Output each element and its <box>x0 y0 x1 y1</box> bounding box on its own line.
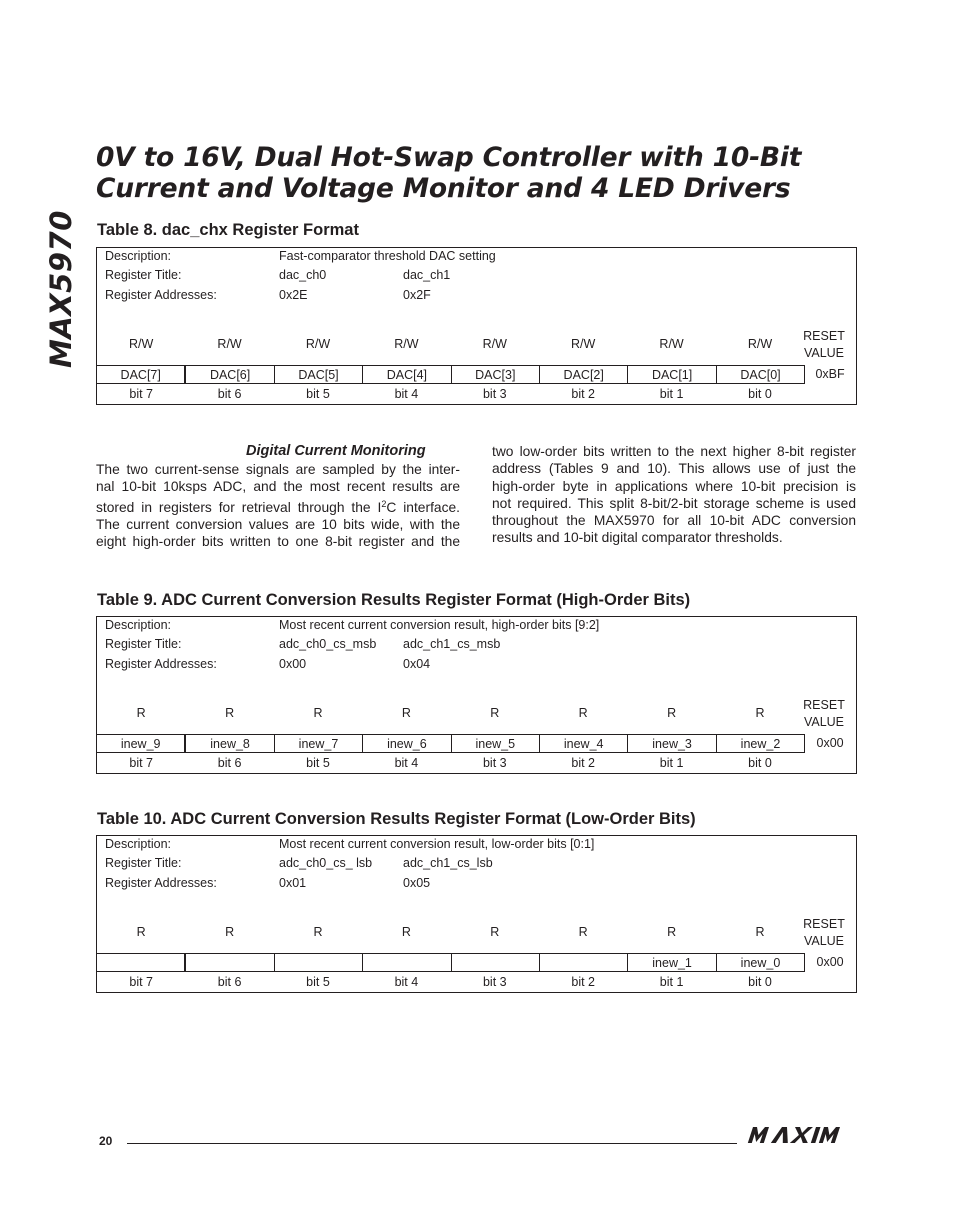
description-value: Most recent current conversion result, low-order bits [0:1] <box>279 837 595 851</box>
description-value: Most recent current conversion result, high-order bits [9:2] <box>279 618 600 632</box>
access-cell: R <box>667 706 677 720</box>
register-addresses-label: Register Addresses: <box>105 288 217 302</box>
bit-label: bit 3 <box>482 387 507 401</box>
register-title-ch1: adc_ch1_cs_msb <box>403 637 501 651</box>
bit-label: bit 4 <box>394 387 419 401</box>
bit-label: bit 5 <box>306 756 330 770</box>
bit-label: bit 0 <box>748 756 772 770</box>
access-cell: R/W <box>394 337 419 351</box>
table8-register <box>96 247 857 405</box>
i2c-superscript: 2 <box>381 498 387 509</box>
access-cell: R <box>225 706 235 720</box>
col2-line: throughout the MAX5970 for all 10-bit ADC conversion <box>492 513 856 529</box>
field-cell: DAC[7] <box>96 365 185 384</box>
access-cell: R/W <box>659 337 684 351</box>
bit-label: bit 7 <box>129 387 154 401</box>
field-cell <box>362 953 451 972</box>
col1-line: The two current-sense signals are sampled by the inter- <box>96 462 460 477</box>
bit-label: bit 0 <box>748 975 772 989</box>
bit-label: bit 2 <box>571 756 596 770</box>
page-number: 20 <box>99 1134 113 1148</box>
side-part-number: MAX5970 <box>44 210 78 368</box>
col1-line: The current conversion values are 10 bits wide, with the <box>96 516 460 532</box>
table10-register <box>96 835 857 993</box>
field-cell: inew_6 <box>362 734 451 753</box>
table10-caption: Table 10. ADC Current Conversion Results Register Format (Low-Order Bits) <box>97 810 696 828</box>
reset-label-line1: RESET <box>803 917 845 931</box>
register-address-ch0: 0x2E <box>279 288 308 302</box>
access-cell: R/W <box>305 337 331 351</box>
bit-label: bit 0 <box>748 387 772 401</box>
field-cell <box>96 953 185 972</box>
field-cell: DAC[3] <box>451 365 540 384</box>
access-cell: R/W <box>217 337 242 351</box>
footer-rule <box>127 1143 737 1144</box>
field-cell: inew_2 <box>716 734 805 753</box>
register-title-label: Register Title: <box>105 856 182 870</box>
bit-label: bit 1 <box>659 975 684 989</box>
reset-value: 0x00 <box>816 736 844 750</box>
access-cell: R <box>313 706 323 720</box>
paragraph-col2 <box>492 443 856 547</box>
description-label: Description: <box>105 249 171 263</box>
register-title-ch0: adc_ch0_cs_ lsb <box>279 856 373 870</box>
register-addresses-label: Register Addresses: <box>105 657 217 671</box>
register-address-ch1: 0x2F <box>403 288 431 302</box>
bit-label: bit 6 <box>217 975 242 989</box>
access-cell: R/W <box>482 337 507 351</box>
register-title-ch1: adc_ch1_cs_lsb <box>403 856 493 870</box>
field-cell: DAC[1] <box>627 365 716 384</box>
access-cell: R <box>401 706 411 720</box>
reset-label-line2: VALUE <box>803 715 845 729</box>
bit-label: bit 6 <box>217 756 242 770</box>
table8-caption: Table 8. dac_chx Register Format <box>97 221 359 239</box>
access-cell: R <box>578 925 588 939</box>
bit-label: bit 3 <box>482 975 507 989</box>
page-title-line2: Current and Voltage Monitor and 4 LED Drivers <box>96 173 791 204</box>
col2-line: results and 10-bit digital comparator thresholds. <box>492 530 783 546</box>
access-cell: R <box>667 925 677 939</box>
access-cell: R <box>401 925 411 939</box>
reset-label-line2: VALUE <box>803 346 845 360</box>
bit-label: bit 1 <box>659 387 684 401</box>
col1-line: eight high-order bits written to one 8-bit register and the <box>96 534 460 550</box>
access-cell: R <box>755 706 765 720</box>
description-value: Fast-comparator threshold DAC setting <box>279 249 496 263</box>
page-title <box>96 142 896 204</box>
bit-label: bit 4 <box>394 975 419 989</box>
field-cell: inew_1 <box>627 953 716 972</box>
bit-label: bit 7 <box>129 756 154 770</box>
field-cell: inew_9 <box>96 734 185 753</box>
field-cell: inew_4 <box>539 734 628 753</box>
field-cell: inew_0 <box>716 953 805 972</box>
access-cell: R <box>313 925 323 939</box>
access-cell: R <box>136 925 146 939</box>
access-cell: R <box>136 706 146 720</box>
field-cell: DAC[5] <box>274 365 363 384</box>
field-cell: inew_3 <box>627 734 716 753</box>
bit-label: bit 2 <box>571 975 596 989</box>
field-cell: DAC[2] <box>539 365 628 384</box>
bit-label: bit 5 <box>306 387 330 401</box>
register-title-ch1: dac_ch1 <box>403 268 451 282</box>
col1-line-i2c <box>96 496 460 516</box>
access-cell: R <box>490 925 500 939</box>
field-cell: DAC[6] <box>185 365 274 384</box>
register-address-ch0: 0x01 <box>279 876 307 890</box>
field-cell <box>539 953 628 972</box>
reset-label-line1: RESET <box>803 698 845 712</box>
bit-label: bit 4 <box>394 756 419 770</box>
field-cell: inew_8 <box>185 734 274 753</box>
field-cell <box>274 953 363 972</box>
register-title-ch0: adc_ch0_cs_msb <box>279 637 377 651</box>
field-cell: inew_7 <box>274 734 363 753</box>
bit-label: bit 1 <box>659 756 684 770</box>
field-cell: DAC[4] <box>362 365 451 384</box>
col2-line: address (Tables 9 and 10). This allows use of just the <box>492 461 856 477</box>
register-address-ch1: 0x05 <box>403 876 431 890</box>
access-cell: R <box>755 925 765 939</box>
register-title-label: Register Title: <box>105 637 182 651</box>
access-cell: R/W <box>129 337 154 351</box>
col2-line: high-order byte in applications where 10-bit precision is <box>492 478 856 494</box>
table9-register <box>96 616 857 774</box>
bit-label: bit 3 <box>482 756 507 770</box>
reset-value: 0xBF <box>815 367 845 381</box>
description-label: Description: <box>105 837 171 851</box>
col1-line: nal 10-bit 10ksps ADC, and the most recent results are <box>96 479 460 495</box>
access-cell: R/W <box>747 337 773 351</box>
access-cell: R <box>490 706 500 720</box>
section-heading: Digital Current Monitoring <box>246 443 426 459</box>
register-title-ch0: dac_ch0 <box>279 268 327 282</box>
col2-line: not required. This split 8-bit/2-bit storage scheme is used <box>492 495 856 511</box>
col2-line: two low-order bits written to the next higher 8-bit register <box>492 444 856 459</box>
page-title-line1: 0V to 16V, Dual Hot-Swap Controller with 10-Bit <box>96 142 802 173</box>
field-cell: DAC[0] <box>716 365 805 384</box>
table9-caption: Table 9. ADC Current Conversion Results Register Format (High-Order Bits) <box>97 591 691 609</box>
register-addresses-label: Register Addresses: <box>105 876 217 890</box>
bit-label: bit 7 <box>129 975 154 989</box>
col1-text: stored in registers for retrieval through the I <box>96 499 382 515</box>
register-address-ch1: 0x04 <box>403 657 431 671</box>
field-cell <box>451 953 540 972</box>
bit-label: bit 6 <box>217 387 242 401</box>
col1-text-tail: C interface. <box>386 499 460 515</box>
bit-label: bit 5 <box>306 975 330 989</box>
access-cell: R/W <box>571 337 596 351</box>
maxim-logo <box>747 1127 857 1143</box>
register-title-label: Register Title: <box>105 268 182 282</box>
reset-label-line1: RESET <box>803 329 845 343</box>
bit-label: bit 2 <box>571 387 596 401</box>
register-address-ch0: 0x00 <box>279 657 307 671</box>
description-label: Description: <box>105 618 171 632</box>
reset-label-line2: VALUE <box>803 934 845 948</box>
paragraph-col1 <box>96 461 460 550</box>
field-cell <box>185 953 274 972</box>
field-cell: inew_5 <box>451 734 540 753</box>
access-cell: R <box>225 925 235 939</box>
reset-value: 0x00 <box>816 955 844 969</box>
access-cell: R <box>578 706 588 720</box>
